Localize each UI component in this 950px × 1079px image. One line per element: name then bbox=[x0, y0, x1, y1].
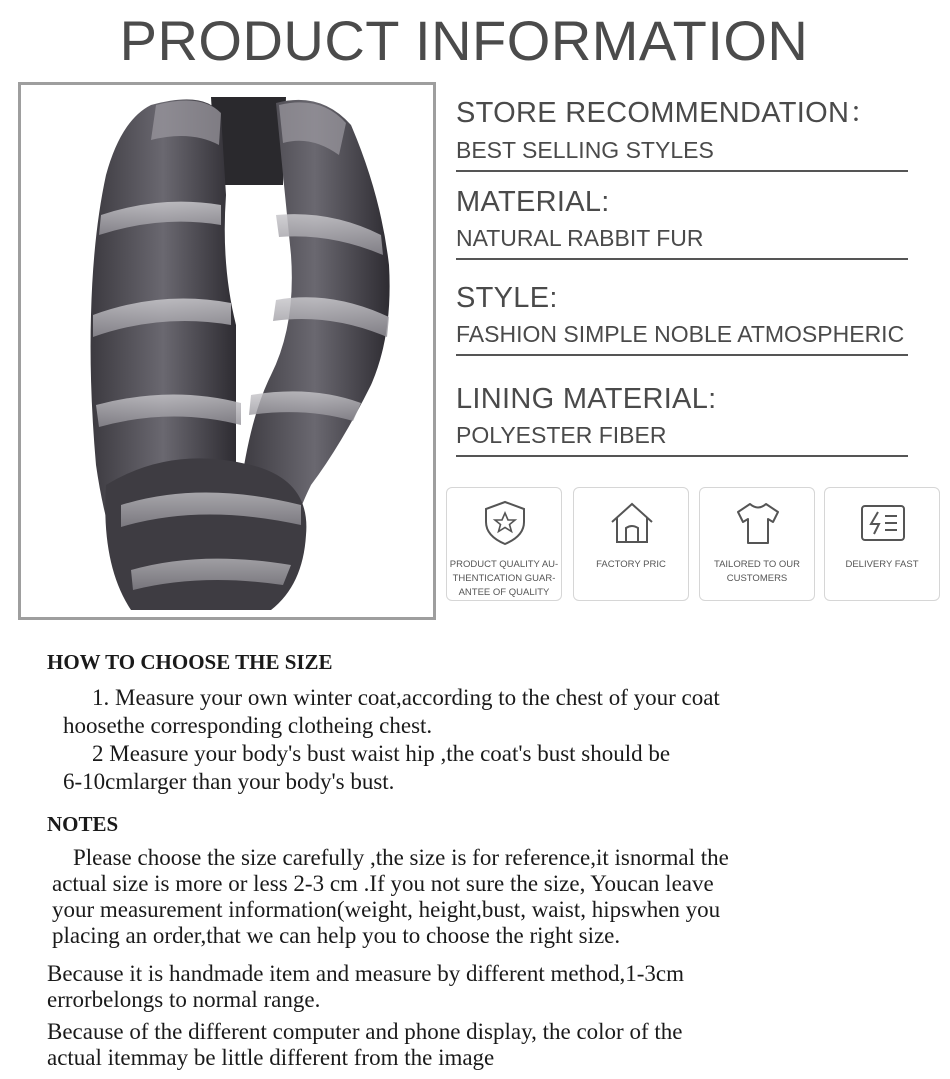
tshirt-icon bbox=[733, 498, 783, 548]
spec-label: STORE RECOMMENDATION： bbox=[456, 97, 879, 129]
badge-caption: PRODUCT QUALITY AU- bbox=[449, 559, 559, 570]
house-icon bbox=[607, 498, 657, 548]
size-guide-line: 2 Measure your body's bust waist hip ,the coat's bust should be bbox=[92, 741, 671, 766]
badge-caption: FACTORY PRIC bbox=[596, 559, 666, 570]
badge-caption: DELIVERY FAST bbox=[845, 559, 919, 570]
shield-star-icon bbox=[480, 498, 530, 548]
size-guide-heading: HOW TO CHOOSE THE SIZE bbox=[47, 650, 333, 674]
notes-line: Because of the different computer and phone display, the color of the bbox=[47, 1019, 683, 1044]
notes-heading: NOTES bbox=[47, 812, 119, 836]
badge-tailored bbox=[699, 487, 815, 601]
fur-scarf-image bbox=[21, 85, 433, 617]
feature-badges bbox=[446, 487, 942, 603]
spec-label: MATERIAL: bbox=[456, 186, 610, 218]
notes-line: Please choose the size carefully ,the size is for reference,it isnormal the bbox=[73, 845, 729, 870]
size-guide-line: 6-10cmlarger than your body's bust. bbox=[63, 769, 395, 794]
badge-caption: TAILORED TO OUR bbox=[713, 559, 801, 570]
product-photo bbox=[18, 82, 436, 620]
spec-label: LINING MATERIAL: bbox=[456, 383, 717, 415]
notes-line: actual itemmay be little different from the image bbox=[47, 1045, 495, 1070]
badge-quality bbox=[446, 487, 562, 601]
badge-factory-price bbox=[573, 487, 689, 601]
spec-value: FASHION SIMPLE NOBLE ATMOSPHERIC bbox=[456, 321, 908, 356]
page-title: PRODUCT INFORMATION bbox=[119, 9, 809, 72]
badge-delivery bbox=[824, 487, 940, 601]
size-guide-line: 1. Measure your own winter coat,according to the chest of your coat bbox=[92, 685, 720, 710]
spec-label: STYLE: bbox=[456, 282, 558, 314]
spec-store-recommendation bbox=[456, 90, 908, 172]
badge-caption: THENTICATION GUAR- bbox=[452, 573, 556, 584]
spec-material bbox=[456, 186, 908, 260]
spec-style bbox=[456, 282, 908, 356]
badge-caption: CUSTOMERS bbox=[726, 573, 788, 584]
notes-line: placing an order,that we can help you to choose the right size. bbox=[52, 923, 621, 948]
notes-line: your measurement information(weight, height,bust, waist, hipswhen you bbox=[52, 897, 721, 922]
badge-caption: ANTEE OF QUALITY bbox=[458, 587, 550, 598]
notes-line: actual size is more or less 2-3 cm .If you not sure the size, Youcan leave bbox=[52, 871, 714, 896]
spec-lining-material bbox=[456, 383, 908, 457]
notes-line: Because it is handmade item and measure by different method,1-3cm bbox=[47, 961, 684, 986]
spec-value: NATURAL RABBIT FUR bbox=[456, 225, 908, 260]
size-guide-line: hoosethe corresponding clotheing chest. bbox=[63, 713, 433, 738]
fast-delivery-icon bbox=[858, 498, 908, 548]
notes-line: errorbelongs to normal range. bbox=[47, 987, 321, 1012]
spec-value: POLYESTER FIBER bbox=[456, 422, 908, 457]
spec-value: BEST SELLING STYLES bbox=[456, 137, 908, 172]
